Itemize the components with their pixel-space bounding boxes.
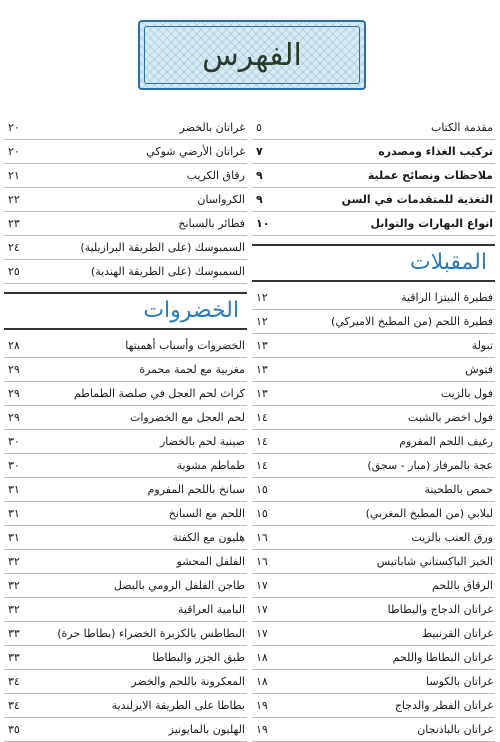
intro-list xyxy=(252,116,495,236)
toc-entry xyxy=(4,236,247,260)
toc-entry xyxy=(4,140,247,164)
toc-entry-title: حمص بالطحينة xyxy=(424,483,493,496)
toc-entry xyxy=(252,502,495,526)
toc-entry-page: ١٤ xyxy=(256,459,268,472)
toc-entry xyxy=(252,116,495,140)
toc-entry-page: ٢٨ xyxy=(8,339,20,352)
toc-entry-page: ١٧ xyxy=(256,603,268,616)
toc-entry-title: رغيف اللحم المفروم xyxy=(399,435,493,448)
toc-entry xyxy=(252,598,495,622)
toc-entry-page: ٧ xyxy=(256,145,263,158)
toc-entry xyxy=(252,550,495,574)
appetizers-section-header xyxy=(252,244,495,286)
toc-entry xyxy=(4,382,247,406)
toc-entry xyxy=(4,598,247,622)
toc-entry-title: فطائر بالسبانخ xyxy=(178,217,245,230)
toc-entry-page: ٣٣ xyxy=(8,627,20,640)
toc-entry xyxy=(4,212,247,236)
toc-entry-title: لحم العجل مع الخضروات xyxy=(130,411,245,424)
toc-entry-page: ٣٢ xyxy=(8,579,20,592)
toc-entry-page: ٩ xyxy=(256,169,263,182)
section-title-appetizers: المقبلات xyxy=(409,250,487,275)
toc-entry-title: غراتان الفطر والدجاج xyxy=(394,699,493,712)
toc-entry-page: ٢٠ xyxy=(8,121,20,134)
toc-entry xyxy=(252,358,495,382)
toc-entry-title: غراتان البطاطا واللحم xyxy=(392,651,493,664)
toc-entry-title: غراتان بالكوسا xyxy=(426,675,493,688)
toc-entry xyxy=(4,502,247,526)
toc-entry xyxy=(4,622,247,646)
toc-entry xyxy=(4,550,247,574)
toc-entry-page: ١٥ xyxy=(256,483,268,496)
toc-entry-title: السمبوسك (على الطريقة البرازيلية) xyxy=(80,241,245,254)
toc-entry-title: بطاطا على الطريقة الايرلندية xyxy=(111,699,245,712)
toc-entry xyxy=(4,334,247,358)
toc-entry-page: ١٠ xyxy=(256,217,270,230)
toc-entry-title: غراتان الدجاج والبطاطا xyxy=(387,603,493,616)
toc-entry-title: غراتان الأرضي شوكي xyxy=(146,145,245,158)
toc-entry-page: ١٧ xyxy=(256,579,268,592)
toc-entry-title: غراتان بالباذنجان xyxy=(417,723,493,736)
toc-entry-title: غراتان القرنبيط xyxy=(421,627,493,640)
toc-entry-title: طبق الجزر والبطاطا xyxy=(152,651,245,664)
toc-entry-title: السمبوسك (على الطريقة الهندية) xyxy=(90,265,245,278)
toc-entry-title: ملاحظات ونصائح عملية xyxy=(367,169,493,182)
toc-entry-page: ١٦ xyxy=(256,555,268,568)
toc-entry xyxy=(252,310,495,334)
toc-entry-page: ١٧ xyxy=(256,627,268,640)
toc-entry xyxy=(252,454,495,478)
toc-entry xyxy=(252,188,495,212)
toc-entry-page: ٥ xyxy=(256,121,262,134)
toc-entry-title: الرقاق باللحم xyxy=(432,579,493,592)
toc-entry-page: ٣١ xyxy=(8,483,20,496)
toc-entry-title: التغذية للمتقدمات في السن xyxy=(341,193,493,206)
toc-entry-page: ٣١ xyxy=(8,531,20,544)
toc-entry-title: عجة بالمرفاز (مبار - سجق) xyxy=(367,459,493,472)
toc-entry-page: ٣٤ xyxy=(8,675,20,688)
toc-entry-title: الفلفل المحشو xyxy=(176,555,245,568)
toc-entry-title: فطيرة البيتزا الراقية xyxy=(401,291,493,304)
toc-entry-page: ١٢ xyxy=(256,315,268,328)
toc-entry xyxy=(4,164,247,188)
toc-entry-title: انواع البهارات والتوابل xyxy=(370,217,493,230)
toc-entry-title: فتوش xyxy=(465,363,493,376)
toc-entry xyxy=(252,694,495,718)
toc-entry-page: ١٩ xyxy=(256,723,268,736)
toc-entry-page: ٢٣ xyxy=(8,217,20,230)
toc-entry-page: ٩ xyxy=(256,193,263,206)
toc-entry-title: البامية العراقية xyxy=(178,603,245,616)
toc-entry-page: ١٣ xyxy=(256,363,268,376)
toc-entry xyxy=(252,670,495,694)
toc-entry xyxy=(252,382,495,406)
toc-entry-page: ٢٩ xyxy=(8,411,20,424)
toc-entry-page: ٣٢ xyxy=(8,555,20,568)
toc-entry-page: ٣٤ xyxy=(8,699,20,712)
toc-entry-page: ٣٠ xyxy=(8,435,20,448)
toc-entry-page: ١٢ xyxy=(256,291,268,304)
toc-entry xyxy=(252,526,495,550)
toc-entry xyxy=(252,406,495,430)
toc-entry-title: الهليون بالمايونيز xyxy=(168,723,245,736)
toc-entry xyxy=(252,622,495,646)
left-column xyxy=(4,116,247,742)
toc-entry-page: ٣٣ xyxy=(8,651,20,664)
toc-entry-page: ١٣ xyxy=(256,339,268,352)
toc-entry-title: غراتان بالخضر xyxy=(179,121,245,134)
toc-entry-page: ١٣ xyxy=(256,387,268,400)
toc-entry-title: المعكرونة باللحم والخضر xyxy=(131,675,245,688)
toc-entry-page: ٣٠ xyxy=(8,459,20,472)
toc-entry xyxy=(252,140,495,164)
toc-entry-title: الخضروات وأسباب أهميتها xyxy=(125,339,245,352)
toc-entry xyxy=(4,358,247,382)
toc-entry-page: ١٩ xyxy=(256,699,268,712)
toc-entry-title: فول بالزيت xyxy=(440,387,493,400)
vegetables-list xyxy=(4,334,247,742)
section-title-vegetables: الخضروات xyxy=(143,298,239,323)
toc-entry-page: ١٦ xyxy=(256,531,268,544)
toc-entry xyxy=(4,526,247,550)
toc-entry xyxy=(4,116,247,140)
toc-entry-title: كراث لحم العجل في صلصة الطماطم xyxy=(73,387,245,400)
toc-entry-page: ١٤ xyxy=(256,435,268,448)
appetizers-list xyxy=(252,286,495,742)
toc-entry xyxy=(252,574,495,598)
toc-entry-title: لبلابي (من المطبخ المغربي) xyxy=(365,507,493,520)
toc-entry-title: سبانخ باللحم المفروم xyxy=(147,483,245,496)
section-divider xyxy=(252,280,495,282)
toc-entry-title: صينية لحم بالخضار xyxy=(159,435,245,448)
toc-entry-page: ٣٢ xyxy=(8,603,20,616)
toc-entry-title: هليون مع الكفتة xyxy=(172,531,245,544)
toc-entry xyxy=(4,574,247,598)
toc-entry xyxy=(252,212,495,236)
toc-entry-page: ١٥ xyxy=(256,507,268,520)
toc-entry-title: تركيب الغذاء ومصدره xyxy=(378,145,493,158)
toc-entry xyxy=(252,478,495,502)
toc-entry xyxy=(4,670,247,694)
toc-entry-title: اللحم مع السبانخ xyxy=(168,507,245,520)
right-column xyxy=(252,116,495,742)
toc-entry-title: رقاق الكريب xyxy=(186,169,245,182)
continued-list xyxy=(4,116,247,284)
toc-entry-title: الخبز الباكستاني شاباتيس xyxy=(376,555,493,568)
toc-entry-page: ٢٥ xyxy=(8,265,20,278)
toc-entry-page: ٢٩ xyxy=(8,363,20,376)
toc-entry xyxy=(4,718,247,742)
toc-entry xyxy=(252,646,495,670)
toc-entry-page: ١٨ xyxy=(256,651,268,664)
toc-entry xyxy=(4,406,247,430)
section-divider xyxy=(4,328,247,330)
toc-entry-page: ٢١ xyxy=(8,169,20,182)
toc-entry-page: ٢٤ xyxy=(8,241,20,254)
index-banner xyxy=(138,20,366,90)
toc-entry-page: ١٤ xyxy=(256,411,268,424)
toc-entry xyxy=(4,188,247,212)
toc-entry xyxy=(4,430,247,454)
toc-entry xyxy=(4,478,247,502)
toc-entry xyxy=(252,334,495,358)
toc-entry-title: فطيرة اللحم (من المطبخ الاميركي) xyxy=(331,315,493,328)
toc-entry-page: ٣١ xyxy=(8,507,20,520)
toc-entry xyxy=(4,694,247,718)
toc-entry-page: ٢٢ xyxy=(8,193,20,206)
page-title: الفهرس xyxy=(202,37,302,73)
toc-entry xyxy=(252,718,495,742)
toc-entry-page: ٢٠ xyxy=(8,145,20,158)
toc-entry xyxy=(4,454,247,478)
toc-entry-title: الكرواسان xyxy=(197,193,245,206)
toc-entry-title: البطاطس بالكزبرة الخضراء (بطاطا حرة) xyxy=(57,627,245,640)
toc-entry-page: ١٨ xyxy=(256,675,268,688)
toc-entry-title: طماطم مشوية xyxy=(176,459,245,472)
toc-entry xyxy=(252,164,495,188)
toc-entry-page: ٣٥ xyxy=(8,723,20,736)
toc-entry-title: ورق العنب بالزيت xyxy=(411,531,493,544)
toc-entry xyxy=(4,260,247,284)
toc-entry-title: تبولة xyxy=(471,339,493,352)
toc-entry xyxy=(252,286,495,310)
toc-entry xyxy=(4,646,247,670)
toc-entry-title: مقدمة الكتاب xyxy=(430,121,493,134)
toc-entry-title: فول اخضر بالشبت xyxy=(407,411,493,424)
toc-entry-page: ٢٩ xyxy=(8,387,20,400)
toc-entry-title: طاجن الفلفل الرومي بالبصل xyxy=(113,579,245,592)
toc-entry-title: مغربية مع لحمة محمرة xyxy=(139,363,245,376)
vegetables-section-header xyxy=(4,292,247,334)
toc-entry xyxy=(252,430,495,454)
